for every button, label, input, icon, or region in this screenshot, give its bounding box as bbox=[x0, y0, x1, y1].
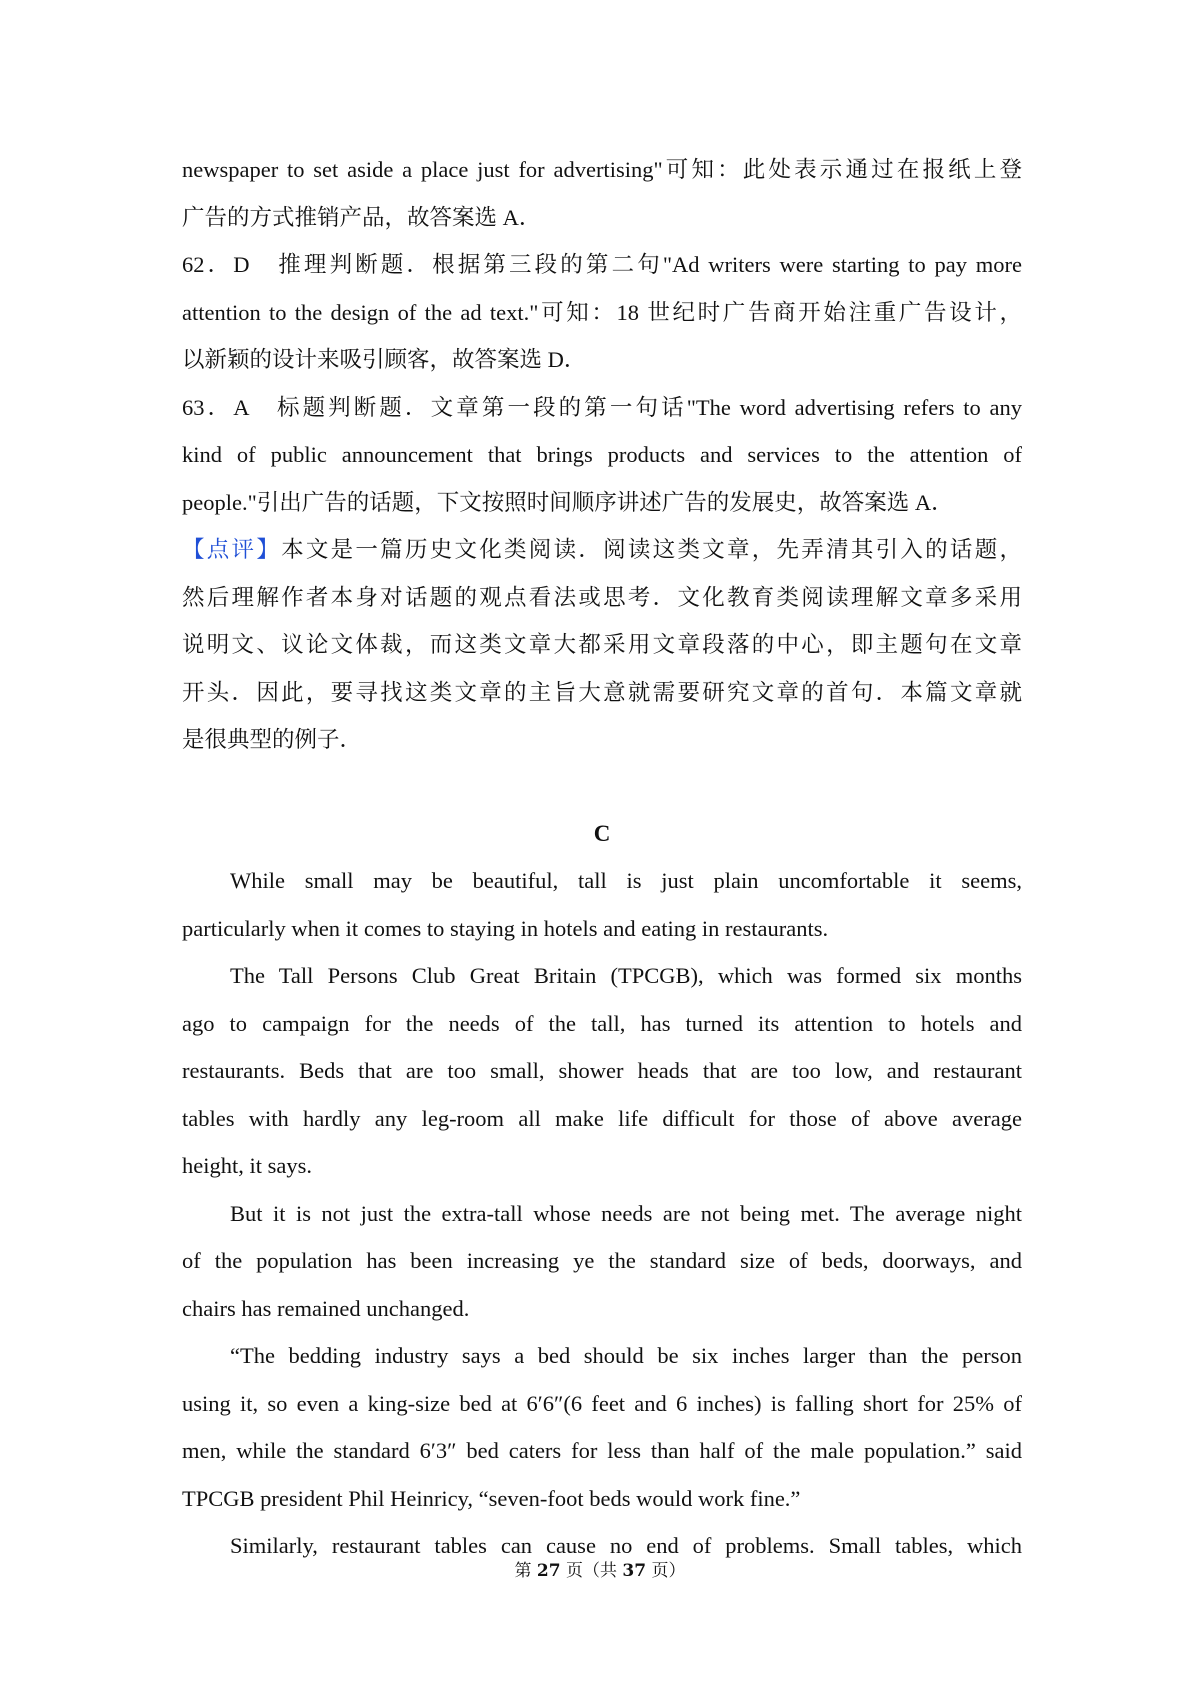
text-line: 然后理解作者本身对话题的观点看法或思考．文化教育类阅读理解文章多采用 bbox=[182, 584, 1022, 610]
text-line: chairs has remained unchanged. bbox=[182, 1295, 470, 1321]
text-line: 63．A 标题判断题．文章第一段的第一句话"The word advertising refers to any bbox=[182, 394, 1022, 420]
footer-page-number: 27 bbox=[536, 1561, 561, 1581]
text-line: 说明文、议论文体裁，而这类文章大都采用文章段落的中心，即主题句在文章 bbox=[182, 632, 1022, 657]
comment-first-line bbox=[182, 526, 1022, 574]
passage-paragraph-4 bbox=[182, 1332, 1022, 1522]
passage-paragraph-2 bbox=[182, 952, 1022, 1190]
footer-suffix: 页） bbox=[646, 1561, 686, 1581]
footer-prefix: 第 bbox=[514, 1561, 537, 1581]
text-line: men, while the standard 6′3″ bed caters for less than half of the male population.” said bbox=[182, 1438, 1022, 1463]
passage-paragraph-1 bbox=[182, 857, 1022, 952]
text-line: While small may be beautiful, tall is just plain uncomfortable it seems, bbox=[230, 868, 1022, 893]
text-line: ago to campaign for the needs of the tall, has turned its attention to hotels and bbox=[182, 1010, 1022, 1036]
text-line: 广告的方式推销产品，故答案选 A． bbox=[182, 204, 542, 230]
page-footer bbox=[0, 1556, 1200, 1581]
text-line: The Tall Persons Club Great Britain (TPCGB), which was formed six months bbox=[230, 963, 1022, 988]
answer-62 bbox=[182, 241, 1022, 384]
text-line: Similarly, restaurant tables can cause no end of problems. Small tables, which bbox=[230, 1533, 1022, 1558]
comment-label: 【点评】 bbox=[182, 537, 282, 562]
text-line: attention to the design of the ad text."可知：18 世纪时广告商开始注重广告设计， bbox=[182, 299, 1022, 325]
text-line: 62．D 推理判断题．根据第三段的第二句"Ad writers were starting to pay more bbox=[182, 252, 1022, 277]
text-line: “The bedding industry says a bed should be six inches larger than the person bbox=[230, 1343, 1022, 1368]
section-title: C bbox=[593, 820, 611, 846]
text-line: height, it says. bbox=[182, 1153, 312, 1178]
text-line: using it, so even a king-size bed at 6′6″(6 feet and 6 inches) is falling short for 25% of bbox=[182, 1390, 1022, 1416]
text-line: tables with hardly any leg-room all make life difficult for those of above average bbox=[182, 1105, 1022, 1131]
text-line: 是很典型的例子． bbox=[182, 727, 363, 752]
text-line: people."引出广告的话题，下文按照时间顺序讲述广告的发展史，故答案选 A． bbox=[182, 489, 954, 515]
footer-page-total: 37 bbox=[622, 1561, 647, 1581]
passage-paragraph-3 bbox=[182, 1190, 1022, 1333]
text-line: TPCGB president Phil Heinricy, “seven-foot beds would work fine.” bbox=[182, 1485, 801, 1511]
text-line: 以新颖的设计来吸引顾客，故答案选 D． bbox=[182, 347, 587, 372]
text-line: 开头．因此，要寻找这类文章的主旨大意就需要研究文章的首句．本篇文章就 bbox=[182, 679, 1022, 705]
footer-middle: 页（共 bbox=[560, 1561, 623, 1581]
text-line: restaurants. Beds that are too small, shower heads that are too low, and restaurant bbox=[182, 1058, 1022, 1083]
text-line: of the population has been increasing ye the standard size of beds, doorways, and bbox=[182, 1248, 1022, 1273]
document-page bbox=[182, 146, 1022, 1570]
text-line: kind of public announcement that brings products and services to the attention of bbox=[182, 442, 1022, 467]
answer-continuation bbox=[182, 146, 1022, 241]
text-line: But it is not just the extra-tall whose needs are not being met. The average night bbox=[230, 1200, 1022, 1226]
comment-block bbox=[182, 526, 1022, 764]
comment-text: 本文是一篇历史文化类阅读．阅读这类文章，先弄清其引入的话题， bbox=[281, 537, 1022, 562]
text-line: newspaper to set aside a place just for advertising"可知：此处表示通过在报纸上登 bbox=[182, 157, 1022, 182]
answer-63 bbox=[182, 384, 1022, 527]
text-line: particularly when it comes to staying in hotels and eating in restaurants. bbox=[182, 915, 829, 941]
